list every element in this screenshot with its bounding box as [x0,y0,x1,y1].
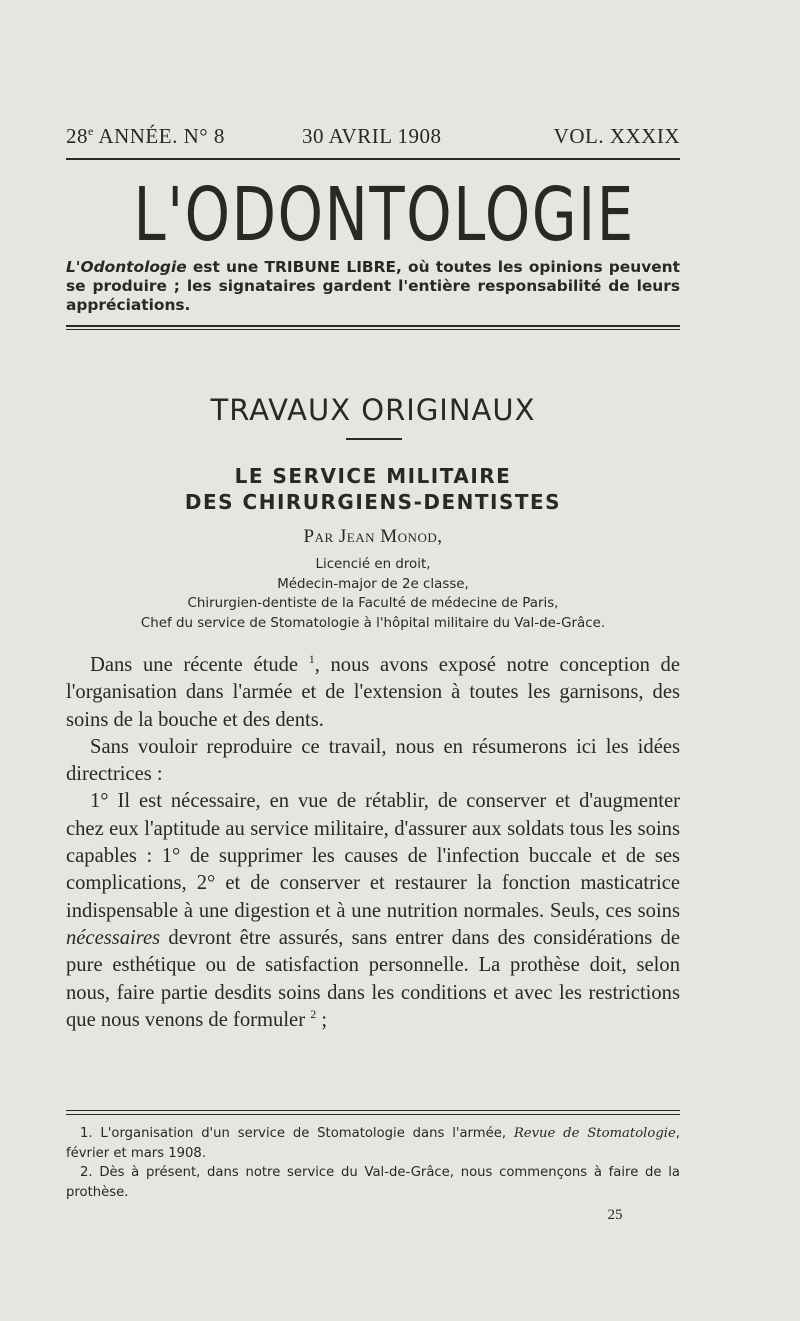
header-rule [66,158,680,160]
tagline-rule-top [66,325,680,327]
credential-line: Licencié en droit, [315,557,431,572]
emphasis-necessaires: nécessaires [66,926,161,949]
paragraph-3: 1° Il est nécessaire, en vue de rétablir, de conserver et d'augmenter chez eux l'aptitude au service militaire, d'assurer aux soldats tous les soins capables : 1° de supprimer les causes de l'infection buccale et de ses complications, 2° et de conserver et restaurer la fonction masticatrice indispensable à une digestion et à une nutrition normales. Seuls, ces soins nécessaires devront être assurés, sans entrer dans des considérations de pure esthétique ou de satisfaction personnelle. La prothèse doit, selon nous, faire partie desdits soins dans les conditions et avec les restrictions que nous venons de formuler $^2$ ; [66,790,680,1031]
footnotes [66,1124,680,1202]
paragraph-1: Dans une récente étude $^1$, nous avons exposé notre conception de l'organisation dans l'armée et de l'extension à toutes les garnisons, des soins de la bouche et des dents. [66,652,680,731]
tagline-journal-name: L'Odontologie [66,258,187,276]
issue-number: 28e ANNÉE. N° 8 [66,124,225,148]
journal-title: L'ODONTOLOGIE [133,172,635,258]
volume-number: VOL. XXXIX [553,124,680,148]
credential-line: Médecin-major de 2e classe, [277,576,469,592]
footnote-ref-1: 1 [308,652,315,667]
tagline [66,258,680,315]
section-title-rule [346,438,402,440]
footnote-2: 2. Dès à présent, dans notre service du Val-de-Grâce, nous commençons à faire de la prothèse. [66,1165,680,1200]
footnote-journal-title: Revue de Stomatologie [513,1126,676,1141]
credential-line: Chirurgien-dentiste de la Faculté de médecine de Paris, [187,596,559,611]
article-title-line-2: DES CHIRURGIENS-DENTISTES [184,490,562,514]
footnote-rule-bottom [66,1114,680,1115]
article-title-line-1: LE SERVICE MILITAIRE [234,464,512,488]
page-number: 25 [607,1207,623,1223]
credential-line: Chef du service de Stomatologie à l'hôpital militaire du Val-de-Grâce. [140,615,606,631]
article-title [66,463,680,515]
section-title: TRAVAUX ORIGINAUX [210,393,536,427]
footnote-ref-2: 2 [310,1007,317,1021]
issue-date: 30 AVRIL 1908 [302,124,442,148]
tagline-rule-bottom [66,329,680,330]
author-byline: Par Jean Monod, [303,526,443,547]
author-credentials [66,555,680,633]
footnote-rule-top [66,1110,680,1111]
footnote-1: 1. L'organisation d'un service de Stomatologie dans l'armée, Revue de Stomatologie, février et mars 1908. [66,1126,680,1161]
paragraph-2: Sans vouloir reproduire ce travail, nous en résumerons ici les idées directrices : [66,735,680,786]
article-body [66,652,680,1034]
tagline-text: est une TRIBUNE LIBRE, où toutes les opinions peuvent se produire ; les signataires gardent l'entière responsabilité de leurs appréciations. [66,258,680,314]
